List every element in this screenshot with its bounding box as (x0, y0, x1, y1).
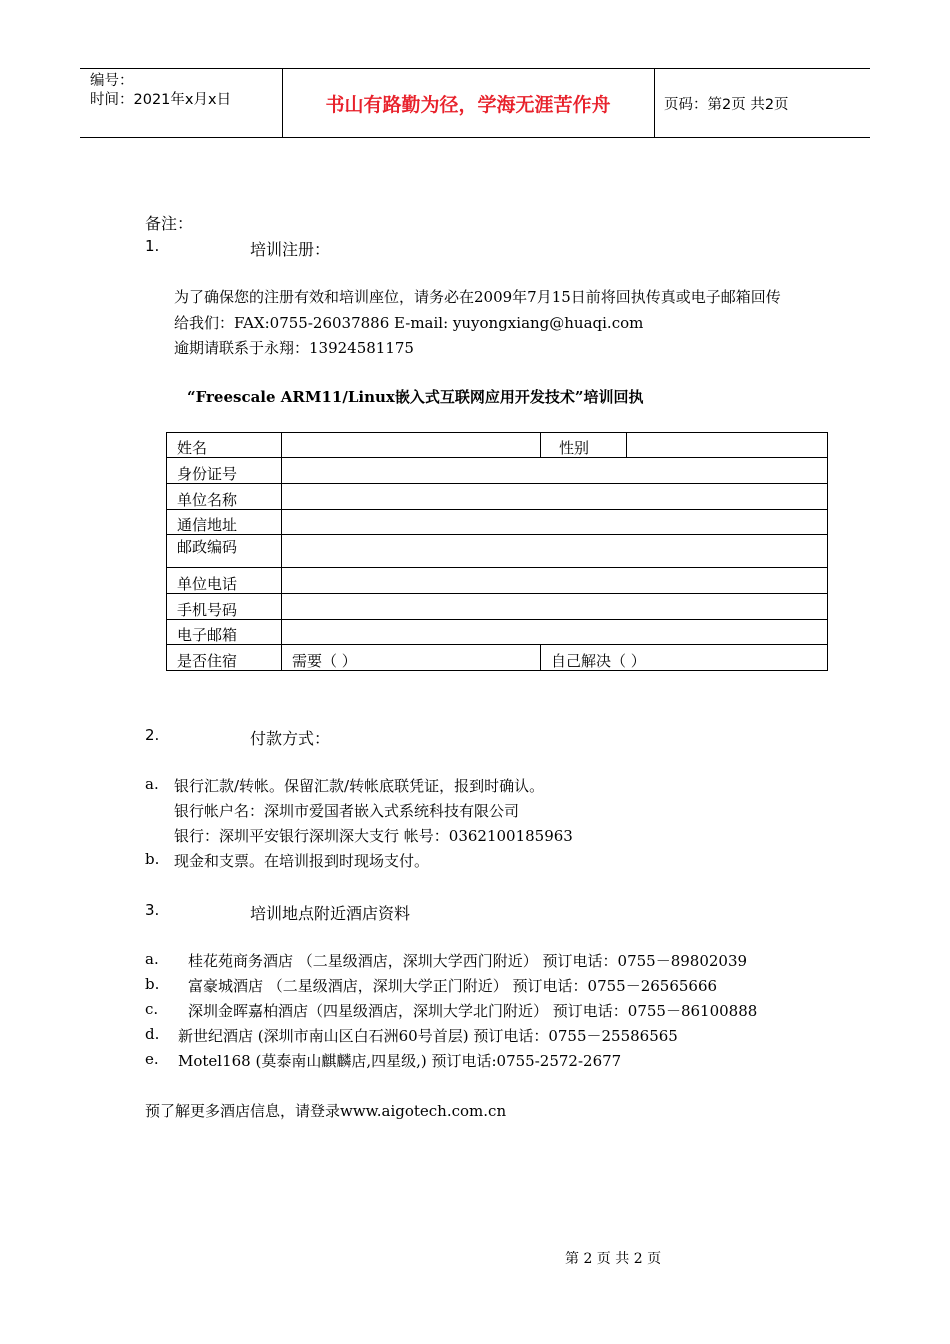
more-info-link[interactable]: 预了解更多酒店信息，请登录www.aigotech.com.cn (145, 1102, 507, 1120)
list-item: 银行：深圳平安银行深圳深大支行 帐号：0362100185963 (174, 827, 573, 845)
table-row (167, 510, 828, 535)
table-row (167, 568, 828, 594)
section1-title: 培训注册： (250, 240, 331, 259)
label-email: 电子邮箱 (167, 620, 282, 645)
email-field[interactable] (282, 620, 828, 645)
mobile-field[interactable] (282, 594, 828, 620)
table-row (167, 433, 828, 458)
header-page-info: 页码：第2页 共2页 (664, 96, 789, 113)
list-item: 银行汇款/转帐。保留汇款/转帐底联凭证，报到时确认。 (174, 777, 545, 795)
section3-title: 培训地点附近酒店资料 (250, 904, 411, 923)
company-phone-field[interactable] (282, 568, 828, 594)
label-id-number: 身份证号 (167, 458, 282, 484)
name-field[interactable] (282, 433, 541, 458)
list-marker: a. (145, 775, 159, 793)
postcode-field[interactable] (282, 535, 828, 568)
table-row (167, 594, 828, 620)
table-row (167, 484, 828, 510)
table-row (167, 620, 828, 645)
label-postcode: 邮政编码 (167, 535, 282, 568)
table-row (167, 535, 828, 568)
list-marker: a. (145, 950, 159, 968)
table-row (167, 458, 828, 484)
section3-number: 3. (145, 901, 160, 919)
label-lodging: 是否住宿 (167, 645, 282, 671)
list-item: 现金和支票。在培训报到时现场支付。 (174, 852, 430, 870)
hotel-item: 深圳金晖嘉柏酒店（四星级酒店，深圳大学北门附近） 预订电话：0755－86100888 (188, 1002, 758, 1020)
list-marker: c. (145, 1000, 159, 1018)
label-mobile: 手机号码 (167, 594, 282, 620)
registration-form-table (166, 432, 828, 671)
table-row (167, 645, 828, 671)
section2-title: 付款方式： (250, 729, 331, 748)
label-company: 单位名称 (167, 484, 282, 510)
hotel-item: 新世纪酒店 (深圳市南山区白石洲60号首层) 预订电话：0755－25586565 (178, 1027, 678, 1045)
lodging-self-option[interactable]: 自己解决（ ） (541, 645, 828, 671)
notes-title: 备注： (145, 214, 194, 233)
page-footer: 第 2 页 共 2 页 (565, 1251, 662, 1267)
company-field[interactable] (282, 484, 828, 510)
header-motto: 书山有路勤为径，学海无涯苦作舟 (325, 93, 611, 116)
header-meta (90, 72, 231, 110)
header-number: 编号： (90, 73, 134, 89)
hotel-item: 桂花苑商务酒店 （二星级酒店，深圳大学西门附近） 预订电话：0755－89802039 (188, 952, 748, 970)
header-divider (654, 69, 655, 137)
label-address: 通信地址 (167, 510, 282, 535)
section2-number: 2. (145, 726, 160, 744)
list-marker: b. (145, 975, 160, 993)
list-item: 银行帐户名：深圳市爱国者嵌入式系统科技有限公司 (174, 802, 520, 820)
lodging-need-option[interactable]: 需要（ ） (282, 645, 541, 671)
page-header (80, 68, 870, 138)
label-name: 姓名 (167, 433, 282, 458)
hotel-item: Motel168 (莫泰南山麒麟店,四星级,) 预订电话:0755-2572-2677 (178, 1052, 622, 1070)
gender-field[interactable] (627, 433, 828, 458)
section1-number: 1. (145, 237, 160, 255)
label-company-phone: 单位电话 (167, 568, 282, 594)
list-marker: b. (145, 850, 160, 868)
address-field[interactable] (282, 510, 828, 535)
list-marker: e. (145, 1050, 159, 1068)
hotel-item: 富豪城酒店 （二星级酒店，深圳大学正门附近） 预订电话：0755－26565666 (188, 977, 718, 995)
header-time: 时间：2021年x月x日 (90, 92, 232, 108)
label-gender: 性别 (541, 433, 627, 458)
id-number-field[interactable] (282, 458, 828, 484)
form-title: “Freescale ARM11/Linux嵌入式互联网应用开发技术”培训回执 (187, 388, 644, 406)
section1-line: 为了确保您的注册有效和培训座位，请务必在2009年7月15日前将回执传真或电子邮箱回传 (174, 288, 781, 306)
list-marker: d. (145, 1025, 160, 1043)
section1-line: 逾期请联系于永翔：13924581175 (174, 339, 414, 357)
section1-line: 给我们：FAX:0755-26037886 E-mail: yuyongxiang@huaqi.com (174, 314, 644, 332)
